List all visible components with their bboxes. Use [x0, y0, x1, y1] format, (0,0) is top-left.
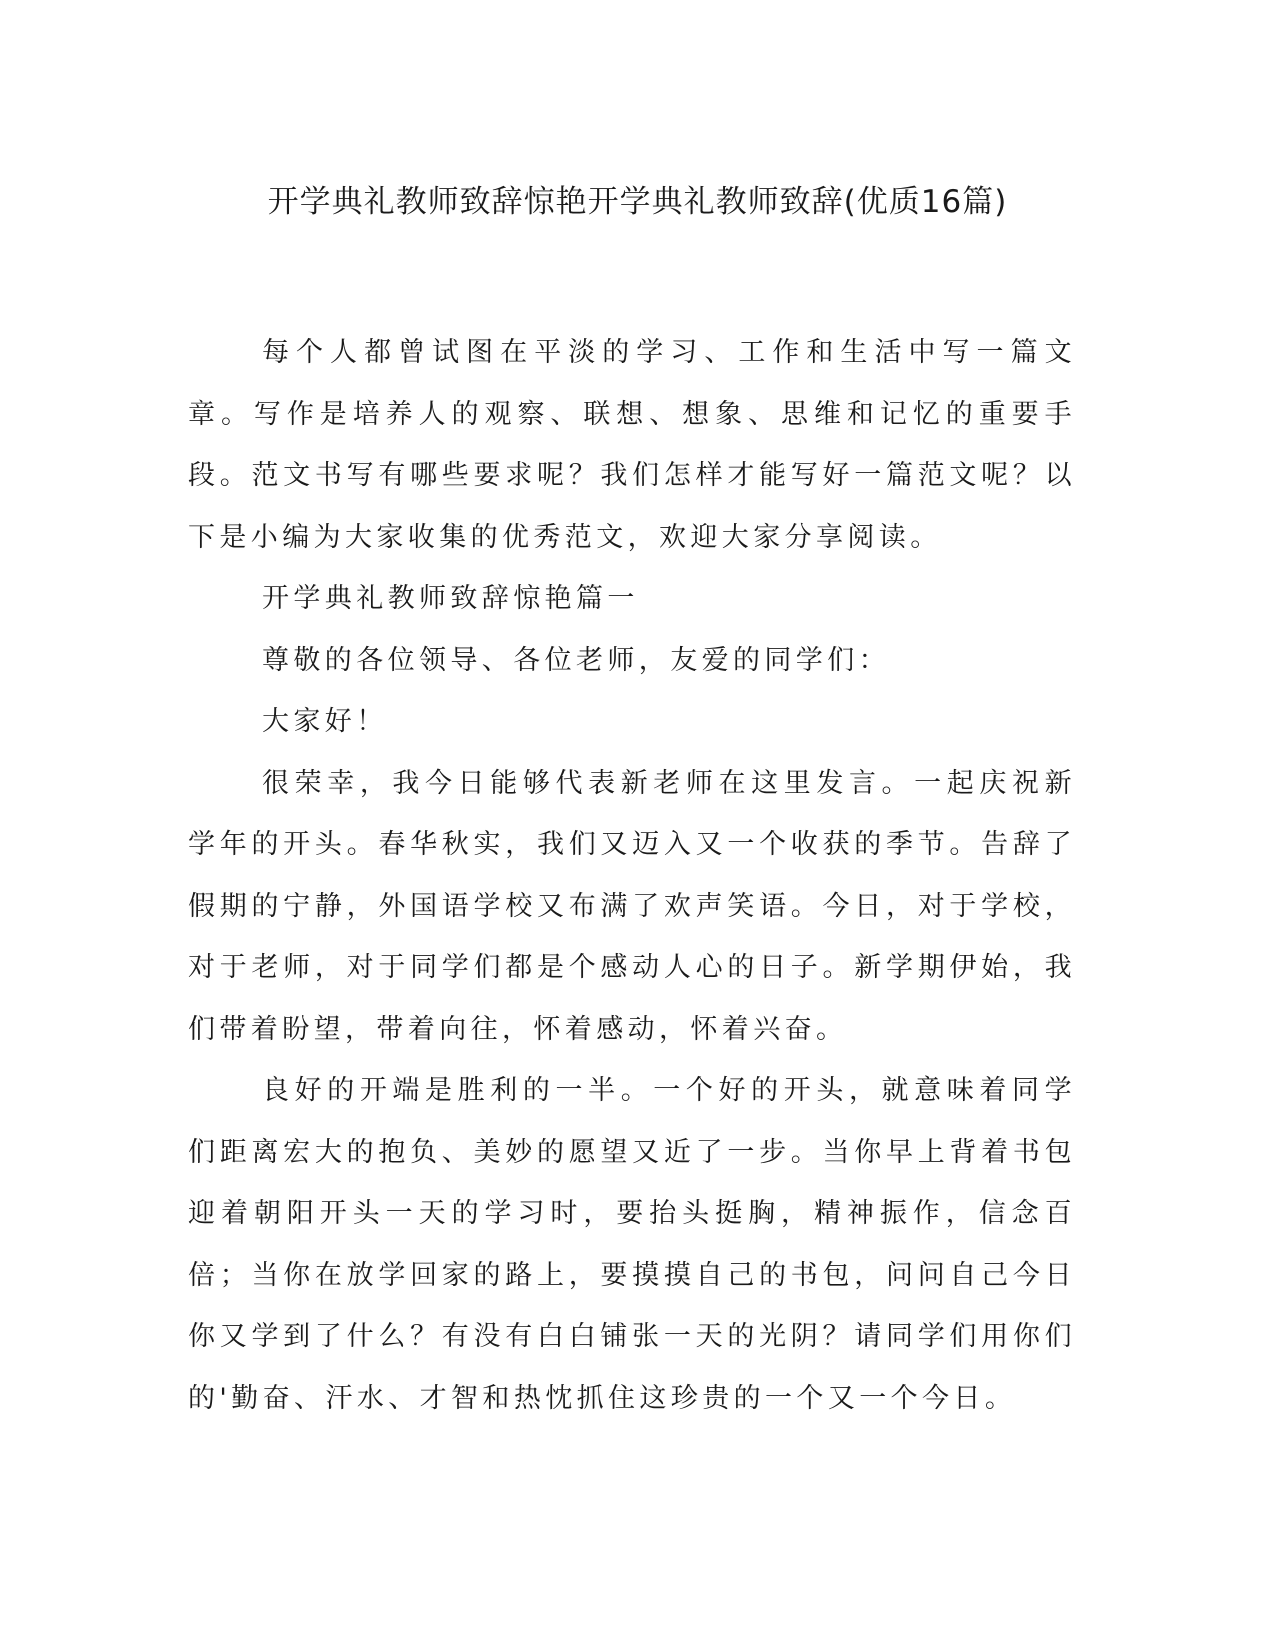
document-title: 开学典礼教师致辞惊艳开学典礼教师致辞(优质16篇) [267, 184, 1008, 220]
salutation: 尊敬的各位领导、各位老师，友爱的同学们： [262, 644, 890, 676]
greeting: 大家好！ [262, 706, 388, 737]
body-paragraph: 良好的开端是胜利的一半。一个好的开头，就意味着同学们距离宏大的抱负、美妙的愿望又近了一步。当你早上背着书包迎着朝阳开头一天的学习时，要抬头挺胸，精神振作，信念百倍；当你在放学回家的路上，要摸摸自己的书包，问问自己今日你又学到了什么？有没有白白铺张一天的光阴？请同学们用你们的'勤奋、汗水、才智和热忱抓住这珍贵的一个又一个今日。 [188, 1075, 1076, 1414]
section-heading: 开学典礼教师致辞惊艳篇一 [262, 583, 639, 614]
document-body [188, 322, 1076, 1429]
intro-paragraph: 每个人都曾试图在平淡的学习、工作和生活中写一篇文章。写作是培养人的观察、联想、想象、思维和记忆的重要手段。范文书写有哪些要求呢？我们怎样才能写好一篇范文呢？以下是小编为大家收集的优秀范文，欢迎大家分享阅读。 [188, 337, 1076, 553]
body-paragraph: 很荣幸，我今日能够代表新老师在这里发言。一起庆祝新学年的开头。春华秋实，我们又迈入又一个收获的季节。告辞了假期的宁静，外国语学校又布满了欢声笑语。今日，对于学校，对于老师，对于同学们都是个感动人心的日子。新学期伊始，我们带着盼望，带着向往，怀着感动，怀着兴奋。 [188, 767, 1076, 1045]
